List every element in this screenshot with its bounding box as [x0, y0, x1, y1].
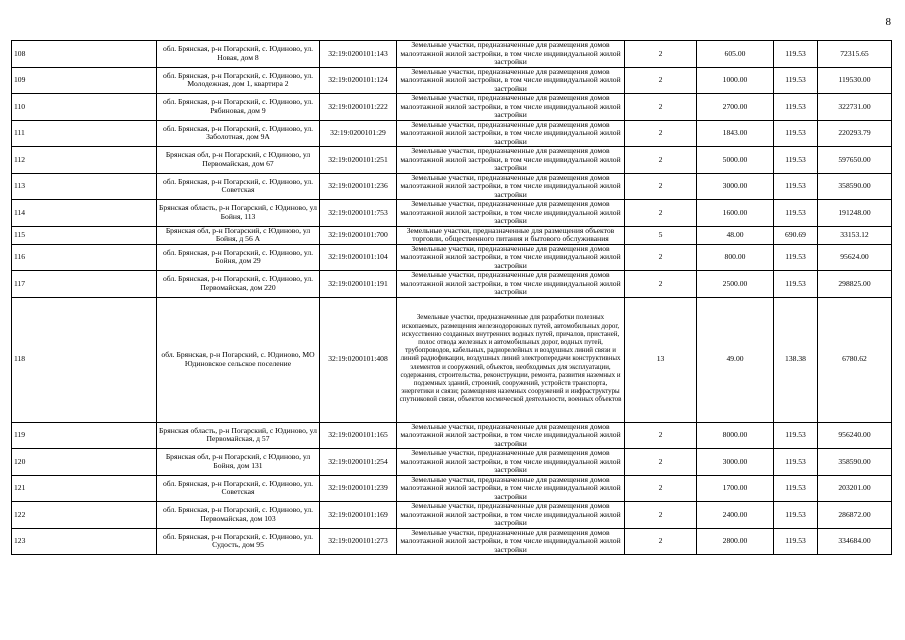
land-use-cell: Земельные участки, предназначенные для размещения домов малоэтажной жилой застройки, в том числе индивидуальной жилой застройки [397, 271, 625, 298]
row-number: 114 [12, 200, 157, 227]
row-number: 108 [12, 41, 157, 68]
address-cell: обл. Брянская, р-н Погарский, с. Юдиново, ул. Бойня, дом 29 [157, 244, 320, 271]
table-row [12, 173, 892, 200]
area-cell: 2800.00 [697, 528, 774, 555]
cadastral-value-cell: 6780.62 [818, 297, 892, 422]
group-cell: 2 [625, 200, 697, 227]
cadastral-value-cell: 956240.00 [818, 422, 892, 449]
row-number: 118 [12, 297, 157, 422]
cadastral-number-cell: 32:19:0200101:143 [320, 41, 397, 68]
cadastral-value-cell: 597650.00 [818, 147, 892, 174]
area-cell: 2700.00 [697, 94, 774, 121]
table-row [12, 200, 892, 227]
cadastral-number-cell: 32:19:0200101:254 [320, 449, 397, 476]
cadastral-value-cell: 95624.00 [818, 244, 892, 271]
group-cell: 2 [625, 41, 697, 68]
cadastral-number-cell: 32:19:0200101:222 [320, 94, 397, 121]
specific-value-cell: 119.53 [774, 41, 818, 68]
page-number: 8 [885, 16, 891, 28]
area-cell: 5000.00 [697, 147, 774, 174]
area-cell: 48.00 [697, 226, 774, 244]
group-cell: 13 [625, 297, 697, 422]
area-cell: 1700.00 [697, 475, 774, 502]
group-cell: 2 [625, 271, 697, 298]
cadastral-number-cell: 32:19:0200101:753 [320, 200, 397, 227]
group-cell: 2 [625, 120, 697, 147]
cadastral-value-cell: 334684.00 [818, 528, 892, 555]
specific-value-cell: 119.53 [774, 502, 818, 529]
address-cell: обл. Брянская, р-н Погарский, с. Юдиново, ул. Советская [157, 475, 320, 502]
table-row [12, 297, 892, 422]
specific-value-cell: 119.53 [774, 422, 818, 449]
cadastral-value-cell: 119530.00 [818, 67, 892, 94]
table-row [12, 244, 892, 271]
row-number: 122 [12, 502, 157, 529]
row-number: 113 [12, 173, 157, 200]
table-row [12, 528, 892, 555]
row-number: 123 [12, 528, 157, 555]
row-number: 120 [12, 449, 157, 476]
address-cell: обл. Брянская, р-н Погарский, с. Юдиново, МО Юдиновское сельское поселение [157, 297, 320, 422]
table-row [12, 94, 892, 121]
address-cell: обл. Брянская, р-н Погарский, с. Юдиново, ул. Судость, дом 95 [157, 528, 320, 555]
cadastral-number-cell: 32:19:0200101:191 [320, 271, 397, 298]
area-cell: 800.00 [697, 244, 774, 271]
land-use-cell: Земельные участки, предназначенные для размещения домов малоэтажной жилой застройки, в том числе индивидуальной жилой застройки [397, 528, 625, 555]
table-row [12, 41, 892, 68]
cadastral-number-cell: 32:19:0200101:169 [320, 502, 397, 529]
group-cell: 5 [625, 226, 697, 244]
table-row [12, 422, 892, 449]
group-cell: 2 [625, 449, 697, 476]
group-cell: 2 [625, 147, 697, 174]
land-use-cell: Земельные участки, предназначенные для размещения домов малоэтажной жилой застройки, в том числе индивидуальной жилой застройки [397, 422, 625, 449]
area-cell: 1843.00 [697, 120, 774, 147]
cadastral-number-cell: 32:19:0200101:104 [320, 244, 397, 271]
area-cell: 2400.00 [697, 502, 774, 529]
group-cell: 2 [625, 67, 697, 94]
cadastral-value-cell: 322731.00 [818, 94, 892, 121]
row-number: 121 [12, 475, 157, 502]
land-use-cell: Земельные участки, предназначенные для размещения домов малоэтажной жилой застройки, в том числе индивидуальной жилой застройки [397, 67, 625, 94]
row-number: 115 [12, 226, 157, 244]
table-row [12, 147, 892, 174]
land-use-cell: Земельные участки, предназначенные для размещения домов малоэтажной жилой застройки, в том числе индивидуальной жилой застройки [397, 244, 625, 271]
area-cell: 3000.00 [697, 173, 774, 200]
group-cell: 2 [625, 528, 697, 555]
specific-value-cell: 119.53 [774, 67, 818, 94]
address-cell: обл. Брянская, р-н Погарский, с. Юдиново, ул. Заболотная, дом 9А [157, 120, 320, 147]
cadastral-number-cell: 32:19:0200101:251 [320, 147, 397, 174]
group-cell: 2 [625, 244, 697, 271]
area-cell: 2500.00 [697, 271, 774, 298]
group-cell: 2 [625, 502, 697, 529]
cadastral-value-cell: 33153.12 [818, 226, 892, 244]
table-row [12, 120, 892, 147]
address-cell: Брянская обл, р-н Погарский, с Юдиново, ул Бойня, д 56 А [157, 226, 320, 244]
land-use-cell: Земельные участки, предназначенные для разработки полезных ископаемых, размещения железнодорожных путей, автомобильных дорог, искусственно созданных внутренних водных путей, причалов, пристаней, полос отвода железных и автомобильных дорог, водных путей, трубопроводов, кабельных, радиорелейных и воздушных линий связи и линий радиофикации, воздушных линий электропередачи конструктивных элементов и сооружений, объектов, необходимых для эксплуатации, содержания, строительства, реконструкции, ремонта, развития наземных и подземных зданий, строений, сооружений, устройств транспорта, энергетики и связи; размещения наземных сооружений и инфраструктуры спутниковой связи, объектов космической деятельности, военных объектов [397, 297, 625, 422]
table-row [12, 475, 892, 502]
table-row [12, 271, 892, 298]
row-number: 110 [12, 94, 157, 121]
address-cell: Брянская область, р-н Погарский, с Юдиново, ул Первомайская, д 57 [157, 422, 320, 449]
row-number: 119 [12, 422, 157, 449]
specific-value-cell: 119.53 [774, 271, 818, 298]
address-cell: обл. Брянская, р-н Погарский, с. Юдиново, ул. Новая, дом 8 [157, 41, 320, 68]
table-row [12, 449, 892, 476]
cadastral-value-cell: 72315.65 [818, 41, 892, 68]
cadastral-number-cell: 32:19:0200101:700 [320, 226, 397, 244]
land-use-cell: Земельные участки, предназначенные для размещения домов малоэтажной жилой застройки, в том числе индивидуальной жилой застройки [397, 173, 625, 200]
group-cell: 2 [625, 94, 697, 121]
area-cell: 8000.00 [697, 422, 774, 449]
cadastral-number-cell: 32:19:0200101:239 [320, 475, 397, 502]
address-cell: обл. Брянская, р-н Погарский, с. Юдиново, ул. Советская [157, 173, 320, 200]
specific-value-cell: 119.53 [774, 449, 818, 476]
land-plots-table [11, 40, 892, 555]
cadastral-value-cell: 191248.00 [818, 200, 892, 227]
area-cell: 1600.00 [697, 200, 774, 227]
table-row [12, 67, 892, 94]
specific-value-cell: 119.53 [774, 200, 818, 227]
land-use-cell: Земельные участки, предназначенные для размещения домов малоэтажной жилой застройки, в том числе индивидуальной жилой застройки [397, 475, 625, 502]
row-number: 116 [12, 244, 157, 271]
address-cell: обл. Брянская, р-н Погарский, с. Юдиново, ул. Рябиновая, дом 9 [157, 94, 320, 121]
cadastral-number-cell: 32:19:0200101:236 [320, 173, 397, 200]
specific-value-cell: 119.53 [774, 244, 818, 271]
land-use-cell: Земельные участки, предназначенные для размещения домов малоэтажной жилой застройки, в том числе индивидуальной жилой застройки [397, 94, 625, 121]
land-use-cell: Земельные участки, предназначенные для размещения объектов торговли, общественного питания и бытового обслуживания [397, 226, 625, 244]
address-cell: обл. Брянская, р-н Погарский, с. Юдиново, ул. Первомайская, дом 220 [157, 271, 320, 298]
row-number: 112 [12, 147, 157, 174]
cadastral-value-cell: 220293.79 [818, 120, 892, 147]
address-cell: Брянская обл, р-н Погарский, с Юдиново, ул Первомайская, дом 67 [157, 147, 320, 174]
specific-value-cell: 119.53 [774, 173, 818, 200]
area-cell: 605.00 [697, 41, 774, 68]
land-use-cell: Земельные участки, предназначенные для размещения домов малоэтажной жилой застройки, в том числе индивидуальной жилой застройки [397, 200, 625, 227]
cadastral-number-cell: 32:19:0200101:165 [320, 422, 397, 449]
specific-value-cell: 119.53 [774, 528, 818, 555]
area-cell: 49.00 [697, 297, 774, 422]
address-cell: Брянская область, р-н Погарский, с Юдиново, ул Бойня, 113 [157, 200, 320, 227]
land-use-cell: Земельные участки, предназначенные для размещения домов малоэтажной жилой застройки, в том числе индивидуальной жилой застройки [397, 502, 625, 529]
land-use-cell: Земельные участки, предназначенные для размещения домов малоэтажной жилой застройки, в том числе индивидуальной жилой застройки [397, 41, 625, 68]
table-row [12, 502, 892, 529]
cadastral-number-cell: 32:19:0200101:124 [320, 67, 397, 94]
specific-value-cell: 119.53 [774, 475, 818, 502]
area-cell: 1000.00 [697, 67, 774, 94]
cadastral-number-cell: 32:19:0200101:273 [320, 528, 397, 555]
address-cell: Брянская обл, р-н Погарский, с Юдиново, ул Бойня, дом 131 [157, 449, 320, 476]
row-number: 111 [12, 120, 157, 147]
specific-value-cell: 119.53 [774, 120, 818, 147]
land-use-cell: Земельные участки, предназначенные для размещения домов малоэтажной жилой застройки, в том числе индивидуальной жилой застройки [397, 449, 625, 476]
cadastral-number-cell: 32:19:0200101:29 [320, 120, 397, 147]
cadastral-value-cell: 298825.00 [818, 271, 892, 298]
cadastral-value-cell: 358590.00 [818, 449, 892, 476]
row-number: 117 [12, 271, 157, 298]
row-number: 109 [12, 67, 157, 94]
cadastral-value-cell: 286872.00 [818, 502, 892, 529]
group-cell: 2 [625, 475, 697, 502]
area-cell: 3000.00 [697, 449, 774, 476]
cadastral-number-cell: 32:19:0200101:408 [320, 297, 397, 422]
address-cell: обл. Брянская, р-н Погарский, с. Юдиново, ул. Первомайская, дом 103 [157, 502, 320, 529]
group-cell: 2 [625, 422, 697, 449]
cadastral-value-cell: 358590.00 [818, 173, 892, 200]
specific-value-cell: 119.53 [774, 94, 818, 121]
land-use-cell: Земельные участки, предназначенные для размещения домов малоэтажной жилой застройки, в том числе индивидуальной жилой застройки [397, 120, 625, 147]
specific-value-cell: 119.53 [774, 147, 818, 174]
table-row [12, 226, 892, 244]
specific-value-cell: 690.69 [774, 226, 818, 244]
land-use-cell: Земельные участки, предназначенные для размещения домов малоэтажной жилой застройки, в том числе индивидуальной жилой застройки [397, 147, 625, 174]
specific-value-cell: 138.38 [774, 297, 818, 422]
cadastral-value-cell: 203201.00 [818, 475, 892, 502]
address-cell: обл. Брянская, р-н Погарский, с. Юдиново, ул. Молодежная, дом 1, квартира 2 [157, 67, 320, 94]
group-cell: 2 [625, 173, 697, 200]
